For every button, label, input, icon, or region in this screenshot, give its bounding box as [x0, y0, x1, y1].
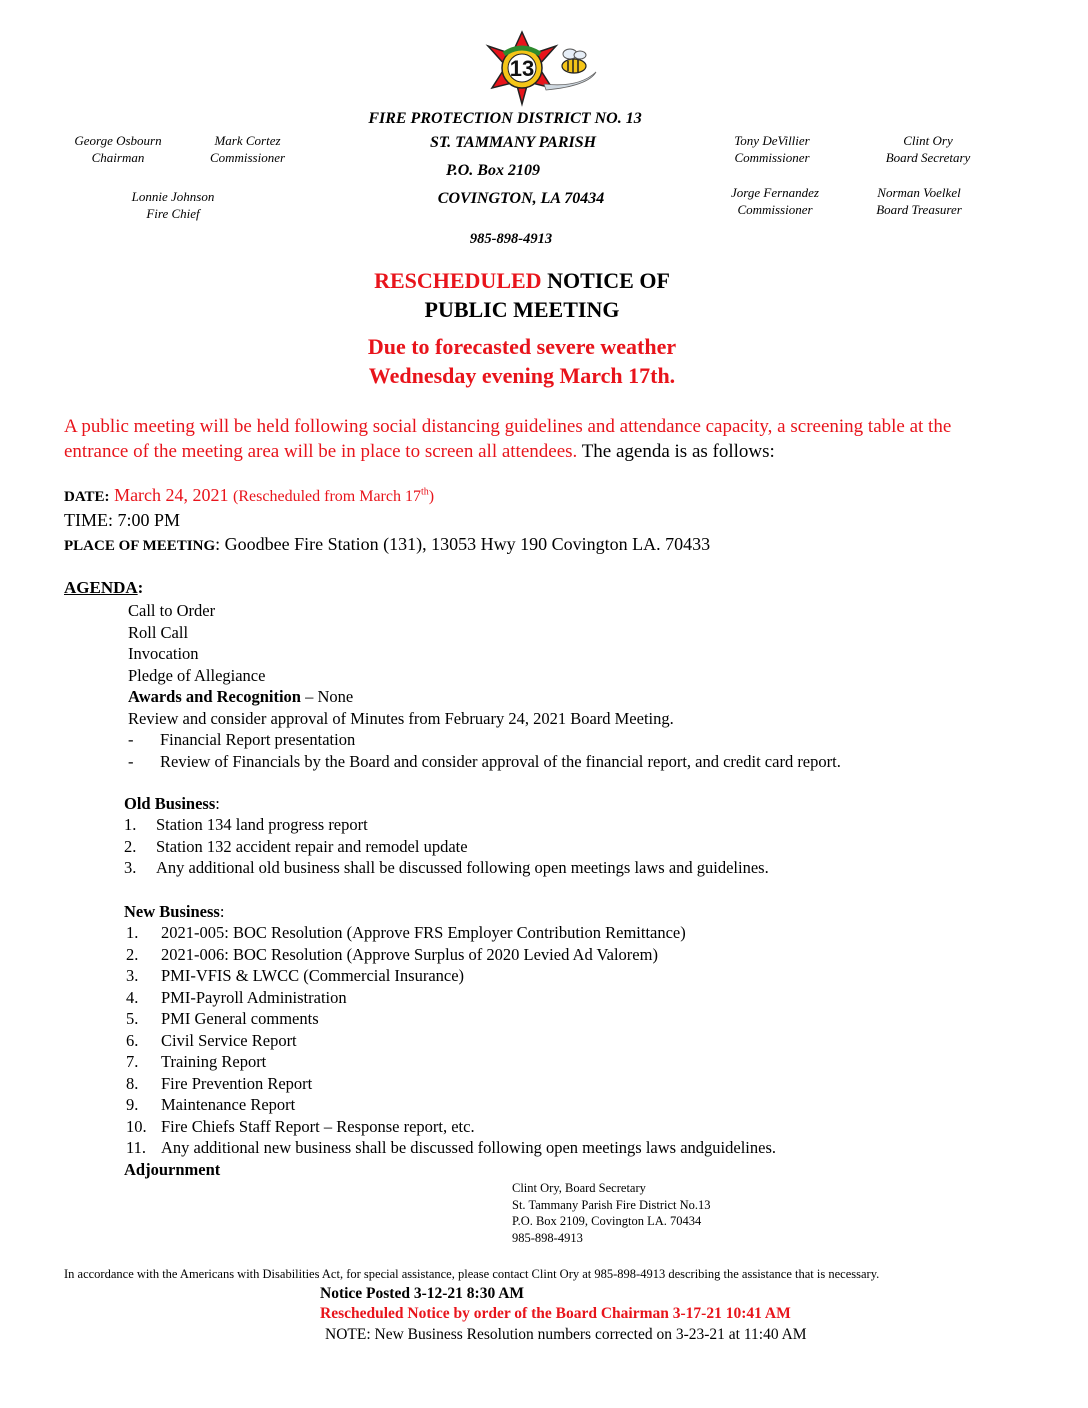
- officer-board-secretary: [860, 132, 996, 166]
- awards-value: – None: [300, 687, 354, 706]
- list-item: 11. Any additional new business shall be discussed following open meetings laws andguidelines.: [126, 1138, 776, 1157]
- intro-paragraph: [64, 414, 984, 464]
- fire-district-logo: [484, 28, 604, 108]
- list-item: 1. 2021-005: BOC Resolution (Approve FRS Employer Contribution Remittance): [126, 923, 686, 942]
- list-item: 3. PMI-VFIS & LWCC (Commercial Insurance): [126, 966, 465, 985]
- meeting-place: [64, 534, 710, 555]
- notice-posted: Notice Posted 3-12-21 8:30 AM: [320, 1285, 525, 1302]
- old-business-label: Old Business: [124, 794, 216, 813]
- new-business-list: [126, 922, 1006, 1159]
- agenda-opening-list: [128, 600, 1008, 729]
- officer-board-treasurer: [856, 184, 982, 218]
- new-business-label: New Business: [124, 902, 220, 921]
- district-po-box: P.O. Box 2109: [446, 162, 540, 179]
- officer-commissioner-fernandez: [712, 184, 838, 218]
- ada-notice: In accordance with the Americans with Disabilities Act, for special assistance, please contact Clint Ory at 985-898-4913 describing the assistance that is necessary.: [64, 1267, 880, 1281]
- rescheduled-notice-order: Rescheduled Notice by order of the Board Chairman 3-17-21 10:41 AM: [320, 1305, 791, 1322]
- district-phone: 985-898-4913: [469, 231, 553, 247]
- notice-title-line2: PUBLIC MEETING: [424, 297, 620, 322]
- officer-title: Commissioner: [209, 150, 286, 165]
- time-label: TIME: [64, 510, 108, 530]
- officer-title: Fire Chief: [146, 206, 200, 221]
- officer-name: Clint Ory: [903, 133, 953, 148]
- list-item: Call to Order: [128, 601, 216, 620]
- officer-commissioner-devillier: [712, 132, 832, 166]
- signature-line: 985-898-4913: [512, 1230, 583, 1245]
- district-city: COVINGTON, LA 70434: [437, 190, 605, 207]
- list-item: 1. Station 134 land progress report: [124, 815, 368, 834]
- date-label: DATE:: [64, 489, 110, 505]
- list-item: 5. PMI General comments: [126, 1009, 319, 1028]
- signature-line: P.O. Box 2109, Covington LA. 70434: [512, 1214, 702, 1228]
- notice-title-line1: [222, 268, 822, 294]
- financial-bullets: [128, 729, 1028, 772]
- list-item: 2. Station 132 accident repair and remodel update: [124, 836, 468, 856]
- list-item: 8. Fire Prevention Report: [126, 1073, 313, 1093]
- officer-name: Lonnie Johnson: [131, 189, 215, 204]
- list-item: - Review of Financials by the Board and consider approval of the financial report, and credit card report.: [128, 751, 841, 771]
- signature-block: [512, 1180, 812, 1246]
- officer-title: Commissioner: [734, 150, 810, 165]
- weather-notice-line2: Wednesday evening March 17th.: [368, 363, 676, 388]
- officer-chairman: [58, 132, 178, 166]
- signature-line: St. Tammany Parish Fire District No.13: [512, 1197, 711, 1212]
- awards-item: [128, 686, 1008, 708]
- officer-title: Board Treasurer: [876, 202, 962, 217]
- officer-name: George Osbourn: [74, 133, 162, 148]
- officer-title: Board Secretary: [885, 150, 971, 165]
- officer-title: Commissioner: [737, 202, 813, 217]
- old-business-heading: Old Business:: [124, 794, 220, 813]
- notice-of-text: NOTICE OF: [541, 268, 670, 293]
- agenda-heading: [64, 578, 143, 598]
- officer-name: Norman Voelkel: [877, 185, 961, 200]
- officer-fire-chief: [108, 188, 238, 222]
- district-parish: ST. TAMMANY PARISH: [429, 134, 597, 151]
- officer-title: Chairman: [91, 150, 145, 165]
- list-item: 9. Maintenance Report: [126, 1095, 296, 1114]
- place-label: PLACE OF MEETING: [64, 538, 216, 554]
- date-value: March 24, 2021: [114, 485, 229, 505]
- correction-note: NOTE: New Business Resolution numbers corrected on 3-23-21 at 11:40 AM: [325, 1326, 807, 1343]
- officer-name: Jorge Fernandez: [731, 185, 819, 200]
- agenda-colon: :: [137, 578, 144, 597]
- officer-name: Mark Cortez: [214, 133, 281, 148]
- list-item: 2. 2021-006: BOC Resolution (Approve Surplus of 2020 Levied Ad Valorem): [126, 944, 658, 964]
- intro-red-text: A public meeting will be held following social distancing guidelines and attendance capacity, a screening table at the entrance of the meeting area will be in place to screen all attendees.: [64, 416, 952, 462]
- old-business-list: [124, 814, 1004, 879]
- signature-line: Clint Ory, Board Secretary: [512, 1181, 646, 1195]
- list-item: 4. PMI-Payroll Administration: [126, 987, 347, 1007]
- date-note: (Rescheduled from March 17th): [233, 486, 435, 505]
- list-item: 6. Civil Service Report: [126, 1030, 297, 1050]
- minutes-item: Review and consider approval of Minutes from February 24, 2021 Board Meeting.: [128, 708, 674, 728]
- officer-commissioner-cortez: [190, 132, 305, 166]
- list-item: Pledge of Allegiance: [128, 665, 266, 685]
- adjournment: Adjournment: [124, 1160, 221, 1179]
- weather-notice-line1: Due to forecasted severe weather: [367, 334, 677, 359]
- new-business-heading: New Business:: [124, 902, 225, 921]
- list-item: 3. Any additional old business shall be discussed following open meetings laws and guidelines.: [124, 858, 769, 877]
- awards-label: Awards and Recognition: [128, 687, 301, 706]
- time-value: : 7:00 PM: [108, 510, 181, 530]
- officer-name: Tony DeVillier: [734, 133, 810, 148]
- agenda-heading-text: AGENDA: [64, 578, 138, 597]
- list-item: - Financial Report presentation: [128, 730, 356, 749]
- list-item: Roll Call: [128, 622, 189, 642]
- rescheduled-word: RESCHEDULED: [374, 268, 542, 293]
- list-item: Invocation: [128, 644, 199, 663]
- meeting-date: [64, 485, 434, 506]
- logo-number: 13: [509, 56, 535, 81]
- place-value: : Goodbee Fire Station (131), 13053 Hwy 190 Covington LA. 70433: [215, 534, 711, 554]
- list-item: 10. Fire Chiefs Staff Report – Response report, etc.: [126, 1116, 475, 1136]
- district-name: FIRE PROTECTION DISTRICT NO. 13: [368, 110, 642, 127]
- meeting-time: [64, 510, 180, 531]
- list-item: 7. Training Report: [126, 1052, 267, 1071]
- intro-black-text: The agenda is as follows:: [577, 441, 775, 462]
